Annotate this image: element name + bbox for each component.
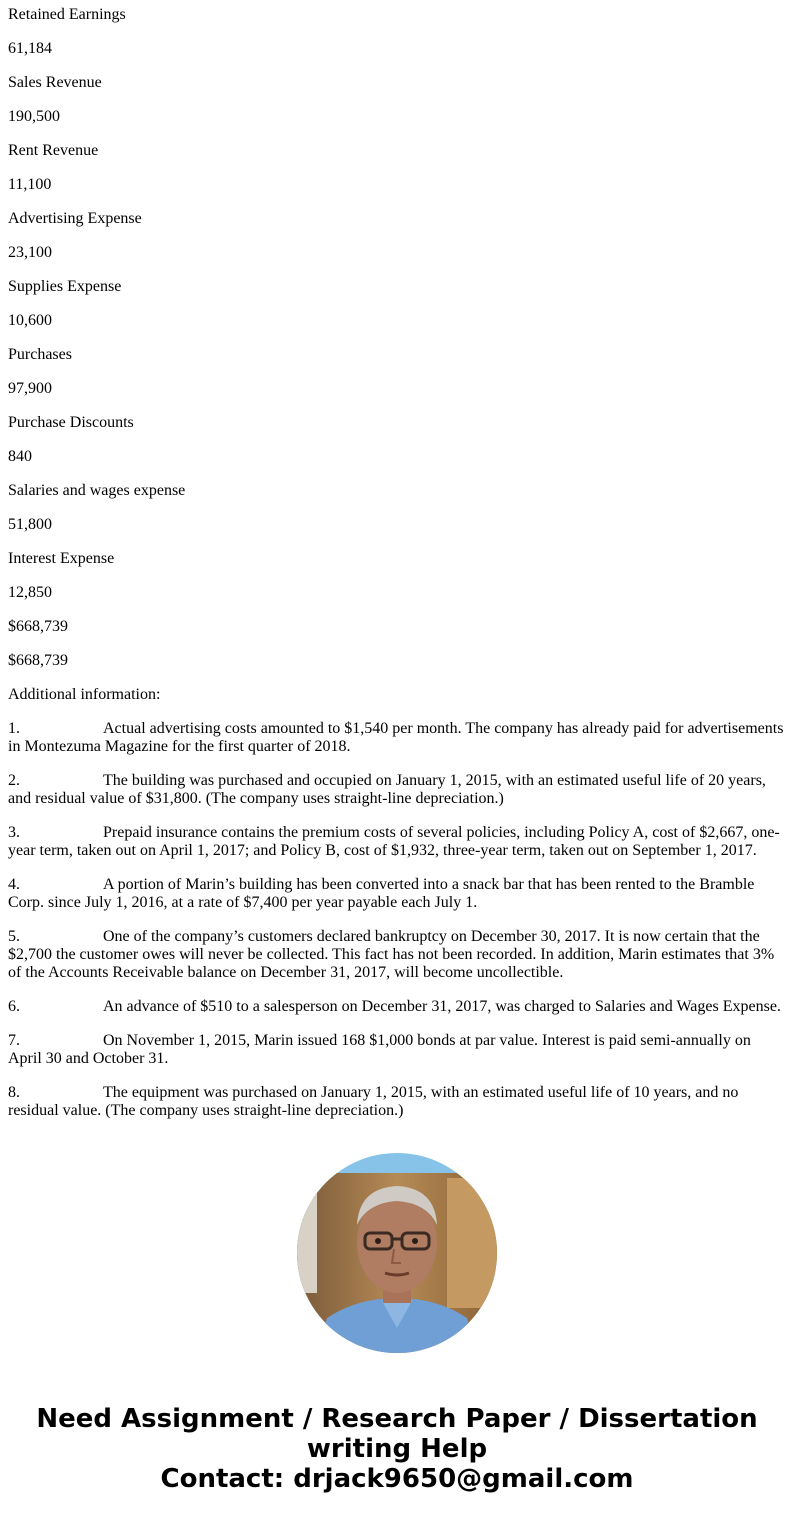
account-name: Salaries and wages expense (8, 482, 186, 499)
note-text: On November 1, 2015, Marin issued 168 $1,000 bonds at par value. Interest is paid semi-annually on April 30 and October 31. (8, 1032, 751, 1067)
note-number: 4. (8, 876, 20, 893)
total-credit: $668,739 (8, 652, 68, 669)
note-item (8, 928, 786, 982)
note-number: 6. (8, 998, 20, 1015)
account-name: Advertising Expense (8, 210, 142, 227)
account-amount: 61,184 (8, 40, 52, 57)
note-number: 8. (8, 1084, 20, 1101)
note-number: 5. (8, 928, 20, 945)
account-name: Supplies Expense (8, 278, 122, 295)
promo-line-1: Need Assignment / Research Paper / Dissertation (36, 1404, 758, 1434)
account-amount: 840 (8, 448, 32, 465)
account-name: Sales Revenue (8, 74, 102, 91)
note-item (8, 876, 786, 912)
promo-banner (0, 1404, 794, 1494)
account-amount: 190,500 (8, 108, 60, 125)
note-item (8, 998, 786, 1016)
note-item (8, 824, 786, 860)
avatar (297, 1153, 497, 1353)
person-portrait-icon (297, 1153, 497, 1353)
account-amount: 11,100 (8, 176, 52, 193)
account-amount: 23,100 (8, 244, 52, 261)
note-text: One of the company’s customers declared bankruptcy on December 30, 2017. It is now certain that the $2,700 the customer owes will never be collected. This fact has not been recorded. In addition, Marin estimates that 3% of the Accounts Receivable balance on December 31, 2017, will become uncollectible. (8, 928, 775, 981)
account-name: Interest Expense (8, 550, 115, 567)
note-text: Prepaid insurance contains the premium costs of several policies, including Policy A, cost of $2,667, one-year term, taken out on April 1, 2017; and Policy B, cost of $1,932, three-year term, taken out on September 1, 2017. (8, 824, 780, 859)
promo-line-2: writing Help (306, 1434, 488, 1464)
note-text: The building was purchased and occupied on January 1, 2015, with an estimated useful life of 20 years, and residual value of $31,800. (The company uses straight-line depreciation.) (8, 772, 766, 807)
account-amount: 51,800 (8, 516, 52, 533)
note-number: 2. (8, 772, 20, 789)
note-text: A portion of Marin’s building has been converted into a snack bar that has been rented to the Bramble Corp. since July 1, 2016, at a rate of $7,400 per year payable each July 1. (8, 876, 755, 911)
promo-contact: Contact: drjack9650@gmail.com (160, 1464, 634, 1494)
note-number: 1. (8, 720, 20, 737)
account-name: Purchases (8, 346, 72, 363)
account-name: Purchase Discounts (8, 414, 134, 431)
note-item (8, 1084, 786, 1120)
account-amount: 10,600 (8, 312, 52, 329)
note-number: 7. (8, 1032, 20, 1049)
account-name: Retained Earnings (8, 6, 126, 23)
note-text: The equipment was purchased on January 1, 2015, with an estimated useful life of 10 years, and no residual value. (The company uses straight-line depreciation.) (8, 1084, 739, 1119)
total-debit: $668,739 (8, 618, 68, 635)
additional-info-heading: Additional information: (8, 686, 161, 703)
note-item (8, 720, 786, 756)
note-text: Actual advertising costs amounted to $1,540 per month. The company has already paid for advertisements in Montezuma Magazine for the first quarter of 2018. (8, 720, 784, 755)
account-amount: 12,850 (8, 584, 52, 601)
account-name: Rent Revenue (8, 142, 99, 159)
note-text: An advance of $510 to a salesperson on December 31, 2017, was charged to Salaries and Wages Expense. (103, 998, 781, 1015)
account-amount: 97,900 (8, 380, 52, 397)
note-number: 3. (8, 824, 20, 841)
note-item (8, 1032, 786, 1068)
note-item (8, 772, 786, 808)
